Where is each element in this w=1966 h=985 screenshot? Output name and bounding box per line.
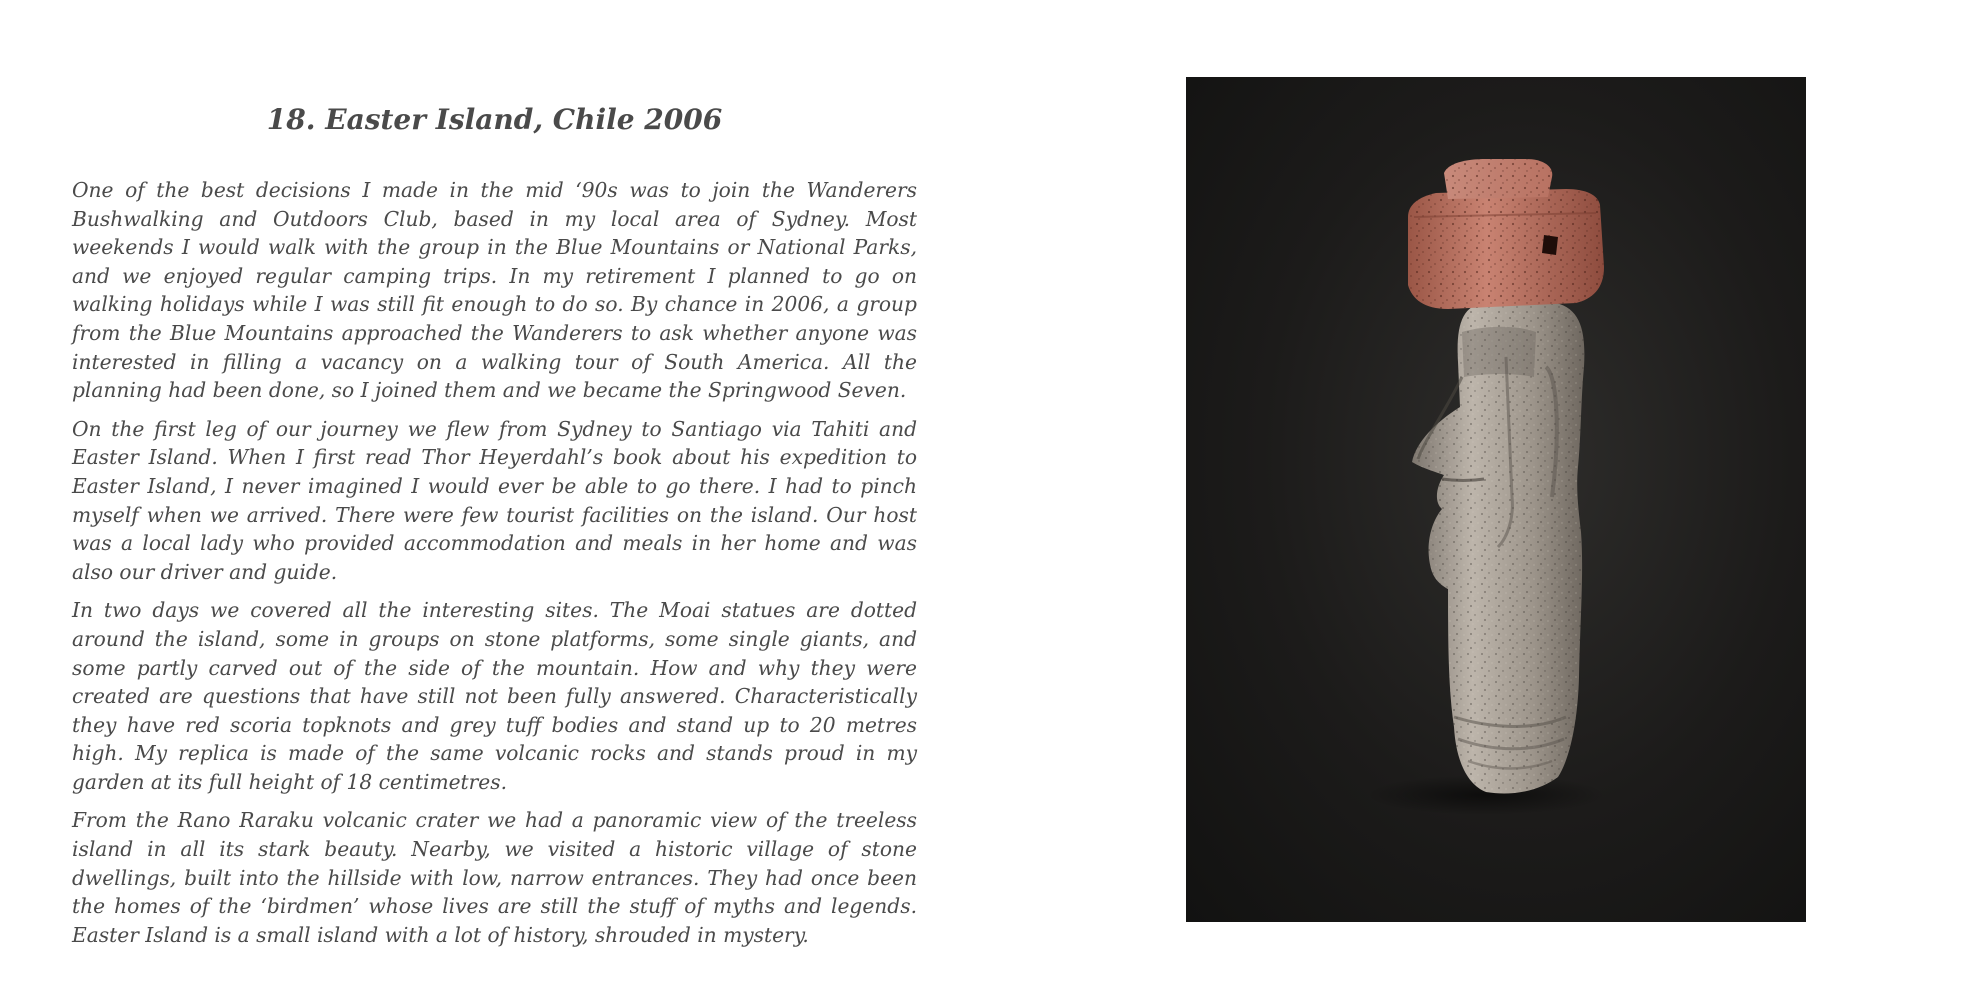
- paragraph-4: From the Rano Raraku volcanic crater we had a panoramic view of the treeless island in all its stark beauty. Nearby, we visited a historic village of stone dwellings, built into the hillside with low, narrow entrances. They had once been the homes of the ‘birdmen’ whose lives are still the stuff of myths and legends. Easter Island is a small island with a lot of history, shrouded in mystery.: [72, 808, 917, 947]
- page-title: 18. Easter Island, Chile 2006: [266, 103, 723, 136]
- text-page: [72, 98, 917, 959]
- paragraph-2: On the first leg of our journey we flew from Sydney to Santiago via Tahiti and Easter Island. When I first read Thor Heyerdahl’s book about his expedition to Easter Island, I never imagined I would ever be able to go there. I had to pinch myself when we arrived. There were few tourist facilities on the island. Our host was a local lady who provided accommodation and meals in her home and was also our driver and guide.: [72, 416, 917, 584]
- moai-statue-illustration: [1186, 77, 1806, 922]
- paragraph-3: In two days we covered all the interesting sites. The Moai statues are dotted around the island, some in groups on stone platforms, some single giants, and some partly carved out of the side of the mountain. How and why they were created are questions that have still not been fully answered. Characteristically they have red scoria topknots and grey tuff bodies and stand up to 20 metres high. My replica is made of the same volcanic rocks and stands proud in my garden at its full height of 18 centimetres.: [72, 598, 917, 794]
- moai-replica-photo: [1186, 77, 1806, 922]
- paragraph-1: One of the best decisions I made in the mid ‘90s was to join the Wanderers Bushwalking and Outdoors Club, based in my local area of Sydney. Most weekends I would walk with the group in the Blue Mountains or National Parks, and we enjoyed regular camping trips. In my retirement I planned to go on walking holidays while I was still fit enough to do so. By chance in 2006, a group from the Blue Mountains approached the Wanderers to ask whether anyone was interested in filling a vacancy on a walking tour of South America. All the planning had been done, so I joined them and we became the Springwood Seven.: [72, 178, 917, 403]
